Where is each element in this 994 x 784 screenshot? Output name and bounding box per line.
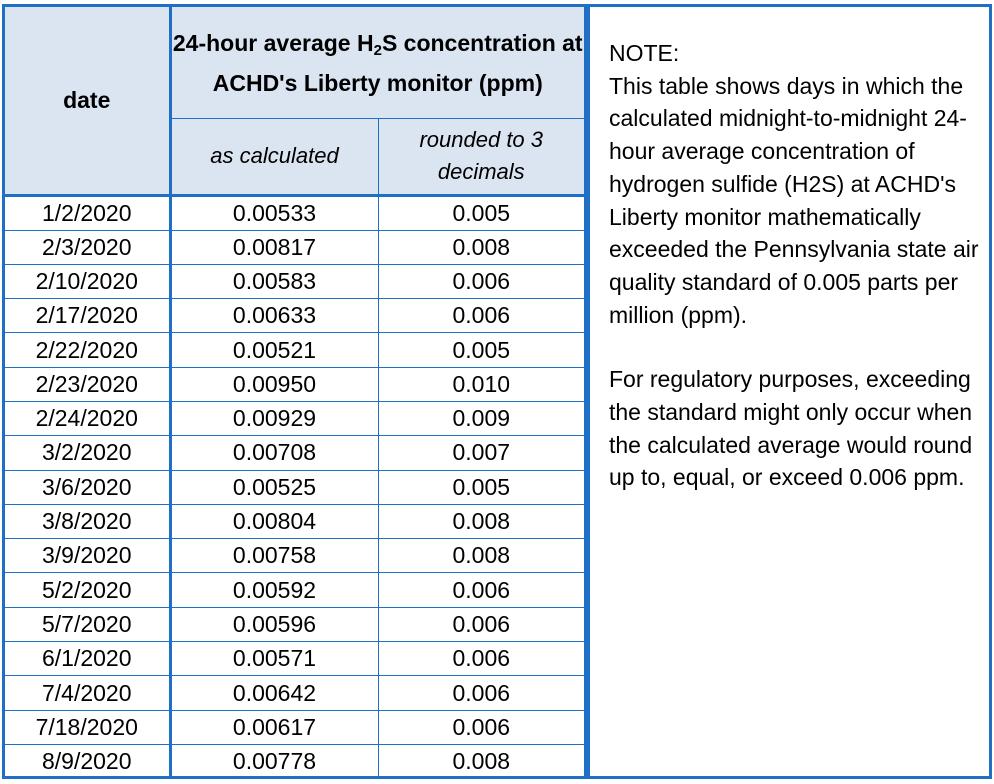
rounded-cell: 0.008: [452, 748, 511, 775]
calculated-cell: 0.00521: [170, 333, 378, 367]
date-cell: 6/1/2020: [5, 642, 170, 676]
calculated-cell: 0.00533: [170, 195, 378, 230]
note-paragraph-2: For regulatory purposes, exceeding the standard might only occur when the calculated average would round up to, equal, or exceed 0.006 ppm.: [609, 366, 973, 491]
date-column-header: date: [5, 7, 170, 195]
table-row: [5, 607, 584, 641]
group-title-suffix: S concentration at ACHD's Liberty monitor (ppm): [212, 30, 583, 97]
rounded-cell: 0.005: [378, 470, 584, 504]
calculated-cell: 0.00817: [170, 230, 378, 264]
rounded-cell: 0.006: [378, 264, 584, 298]
table-row: [5, 642, 584, 676]
table-row: [5, 299, 584, 333]
rounded-cell: 0.006: [378, 607, 584, 641]
table-row: [5, 367, 584, 401]
h2s-table: [5, 7, 584, 779]
date-cell: 1/2/2020: [5, 195, 170, 230]
table-row: [5, 333, 584, 367]
group-title-subscript: 2: [373, 42, 382, 60]
rounded-cell: 0.007: [378, 436, 584, 470]
date-cell: 2/22/2020: [5, 333, 170, 367]
rounded-cell: 0.005: [378, 195, 584, 230]
calculated-cell: 0.00708: [170, 436, 378, 470]
date-cell: 5/7/2020: [5, 607, 170, 641]
date-cell: 2/10/2020: [5, 264, 170, 298]
date-cell: 3/6/2020: [5, 470, 170, 504]
rounded-cell: 0.006: [378, 710, 584, 744]
table-row: [5, 573, 584, 607]
calculated-cell: 0.00583: [170, 264, 378, 298]
rounded-cell: 0.009: [378, 401, 584, 435]
calculated-cell: 0.00592: [170, 573, 378, 607]
calculated-cell: 0.00950: [170, 367, 378, 401]
table-row: [5, 230, 584, 264]
date-cell: 7/18/2020: [5, 710, 170, 744]
calculated-cell: 0.00525: [170, 470, 378, 504]
rounded-cell: 0.008: [378, 504, 584, 538]
rounded-cell: 0.005: [378, 333, 584, 367]
table-row: [5, 470, 584, 504]
note-panel: [609, 37, 991, 526]
as-calculated-header: as calculated: [170, 118, 378, 195]
note-paragraph-1: This table shows days in which the calculated midnight-to-midnight 24-hour average concentration of hydrogen sulfide (H2S) at ACHD's Liberty monitor mathematically exceeded the Pennsylvania state air quality standard of 0.005 parts per million (ppm).: [609, 72, 979, 328]
date-cell: 2/17/2020: [5, 299, 170, 333]
table-row: [5, 744, 584, 778]
calculated-cell: 0.00778: [170, 744, 378, 778]
rounded-cell: 0.006: [378, 573, 584, 607]
date-cell: 2/24/2020: [5, 401, 170, 435]
calculated-cell: 0.00571: [170, 642, 378, 676]
table-row: [5, 676, 584, 710]
date-cell: 3/8/2020: [5, 504, 170, 538]
concentration-group-header: [170, 7, 584, 118]
table-row: [5, 710, 584, 744]
rounded-cell: 0.006: [378, 676, 584, 710]
table-row: [5, 264, 584, 298]
table-row: [5, 504, 584, 538]
calculated-cell: 0.00633: [170, 299, 378, 333]
table-row: [5, 401, 584, 435]
rounded-cell: 0.008: [378, 539, 584, 573]
calculated-cell: 0.00642: [170, 676, 378, 710]
date-cell: 3/9/2020: [5, 539, 170, 573]
rounded-cell: 0.006: [378, 299, 584, 333]
calculated-cell: 0.00617: [170, 710, 378, 744]
calculated-cell: 0.00804: [170, 504, 378, 538]
calculated-cell: 0.00758: [170, 539, 378, 573]
rounded-cell: 0.010: [378, 367, 584, 401]
calculated-cell: 0.00929: [170, 401, 378, 435]
table-row: [5, 195, 584, 230]
date-cell: 3/2/2020: [5, 436, 170, 470]
group-title-prefix: 24-hour average H: [172, 30, 374, 57]
date-cell: 2/3/2020: [5, 230, 170, 264]
calculated-cell: 0.00596: [170, 607, 378, 641]
table-row: [5, 539, 584, 573]
table-row: [5, 436, 584, 470]
rounded-cell: 0.008: [378, 230, 584, 264]
date-cell: 5/2/2020: [5, 573, 170, 607]
date-cell: 7/4/2020: [5, 676, 170, 710]
note-heading: NOTE:: [609, 40, 680, 66]
date-cell: 8/9/2020: [5, 744, 170, 778]
rounded-header: rounded to 3 decimals: [378, 118, 584, 195]
rounded-cell: 0.006: [378, 642, 584, 676]
date-cell: 2/23/2020: [5, 367, 170, 401]
